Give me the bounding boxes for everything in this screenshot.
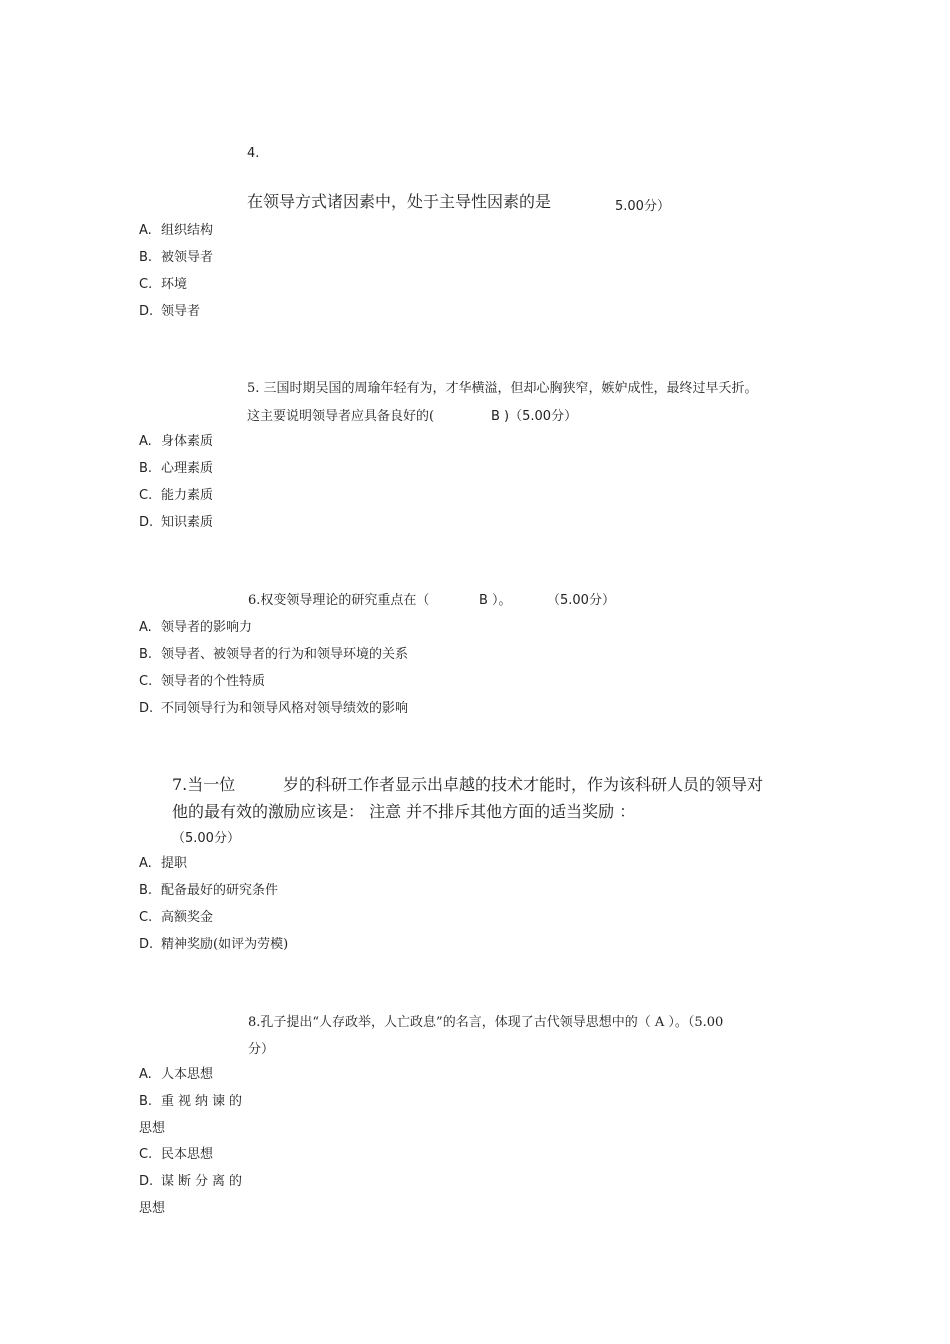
option-letter: A.: [139, 434, 152, 449]
option-letter: B.: [139, 250, 153, 265]
option-text: 领导者、被领导者的行为和领导环境的关系: [161, 647, 409, 662]
option-letter: D.: [139, 1174, 154, 1189]
q8-option-d-wrap: [139, 1197, 165, 1216]
q8-option-a[interactable]: [139, 1063, 213, 1082]
q7-stem-line1: 岁的科研工作者显示出卓越的技术才能时，作为该科研人员的领导对: [283, 775, 764, 794]
option-letter: B.: [139, 461, 153, 476]
option-letter: A.: [139, 856, 152, 871]
q7-stem-line2: 他的最有效的激励应该是： 注意 并不排斥其他方面的适当奖励 ：: [172, 802, 636, 821]
option-text: 知识素质: [161, 515, 214, 530]
option-text: 组织结构: [161, 223, 214, 238]
option-text: 配备最好的研究条件: [161, 883, 279, 898]
option-text: 领导者的个性特质: [161, 674, 266, 689]
q4-stem: 在领导方式诸因素中，处于主导性因素的是: [247, 192, 552, 211]
q6-option-a[interactable]: [139, 616, 252, 635]
option-text: 提职: [161, 856, 188, 871]
q8-option-b-wrap: [139, 1117, 165, 1136]
q4-score: 5.00分）: [615, 199, 670, 214]
option-text: 能力素质: [161, 488, 214, 503]
q5-stem-line1: 5. 三国时期吴国的周瑜年轻有为，才华横溢，但却心胸狭窄，嫉妒成性，最终过早夭折。: [247, 381, 758, 396]
option-text: 身体素质: [161, 434, 214, 449]
option-letter: B.: [139, 883, 153, 898]
q8-option-b[interactable]: [139, 1090, 246, 1109]
option-letter: C.: [139, 910, 153, 925]
q5-stem-line2: 这主要说明领导者应具备良好的(: [247, 409, 435, 424]
q8-stem-line2: 分）: [248, 1042, 275, 1057]
q5-option-d[interactable]: [139, 511, 213, 530]
option-letter: C.: [139, 488, 153, 503]
q4-option-d[interactable]: [139, 300, 200, 319]
q6-option-d[interactable]: [139, 697, 408, 716]
option-text-wrap: 思想: [139, 1121, 166, 1136]
option-text: 民本思想: [161, 1147, 214, 1162]
q7-option-b[interactable]: [139, 879, 278, 898]
option-letter: B.: [139, 647, 153, 662]
option-text: 环境: [161, 277, 188, 292]
option-letter: C.: [139, 674, 153, 689]
option-text: 领导者的影响力: [161, 620, 253, 635]
q4-option-c[interactable]: [139, 273, 187, 292]
q7-option-d[interactable]: [139, 933, 288, 952]
q7-option-c[interactable]: [139, 906, 213, 925]
q6-answer: B ）。: [479, 593, 512, 608]
q5-option-b[interactable]: [139, 457, 213, 476]
q4-option-b[interactable]: [139, 246, 213, 265]
q5-option-a[interactable]: [139, 430, 213, 449]
q8-option-c[interactable]: [139, 1143, 213, 1162]
option-letter: B.: [139, 1094, 153, 1109]
q5-option-c[interactable]: [139, 484, 213, 503]
q6-score: （5.00分）: [547, 593, 615, 608]
option-letter: D.: [139, 304, 154, 319]
option-text: 重视纳谏的: [161, 1094, 247, 1109]
q6-stem: 6.权变领导理论的研究重点在（: [248, 593, 430, 608]
option-text: 不同领导行为和领导风格对领导绩效的影响: [161, 701, 409, 716]
q4-option-a[interactable]: [139, 219, 213, 238]
option-text: 被领导者: [161, 250, 214, 265]
option-text: 高额奖金: [161, 910, 214, 925]
q7-stem-start: 7.当一位: [172, 775, 236, 794]
q6-option-b[interactable]: [139, 643, 408, 662]
option-letter: D.: [139, 937, 154, 952]
option-letter: A.: [139, 620, 152, 635]
q8-option-d[interactable]: [139, 1170, 246, 1189]
q7-score: （5.00分）: [172, 831, 240, 846]
option-text: 心理素质: [161, 461, 214, 476]
option-text: 精神奖励(如评为劳模): [161, 937, 289, 952]
option-letter: D.: [139, 701, 154, 716]
q8-stem-line1: 8.孔子提出“人存政举，人亡政息”的名言，体现了古代领导思想中的（ A ）。（5.00: [248, 1015, 724, 1030]
q6-option-c[interactable]: [139, 670, 265, 689]
option-letter: C.: [139, 277, 153, 292]
option-letter: D.: [139, 515, 154, 530]
option-letter: A.: [139, 223, 152, 238]
option-letter: C.: [139, 1147, 153, 1162]
option-text: 人本思想: [161, 1067, 214, 1082]
option-letter: A.: [139, 1067, 152, 1082]
option-text: 谋断分离的: [161, 1174, 247, 1189]
q7-option-a[interactable]: [139, 852, 187, 871]
q4-number: 4.: [247, 146, 260, 161]
option-text: 领导者: [161, 304, 201, 319]
q5-answer-score: B )（5.00分）: [491, 409, 578, 424]
option-text-wrap: 思想: [139, 1201, 166, 1216]
